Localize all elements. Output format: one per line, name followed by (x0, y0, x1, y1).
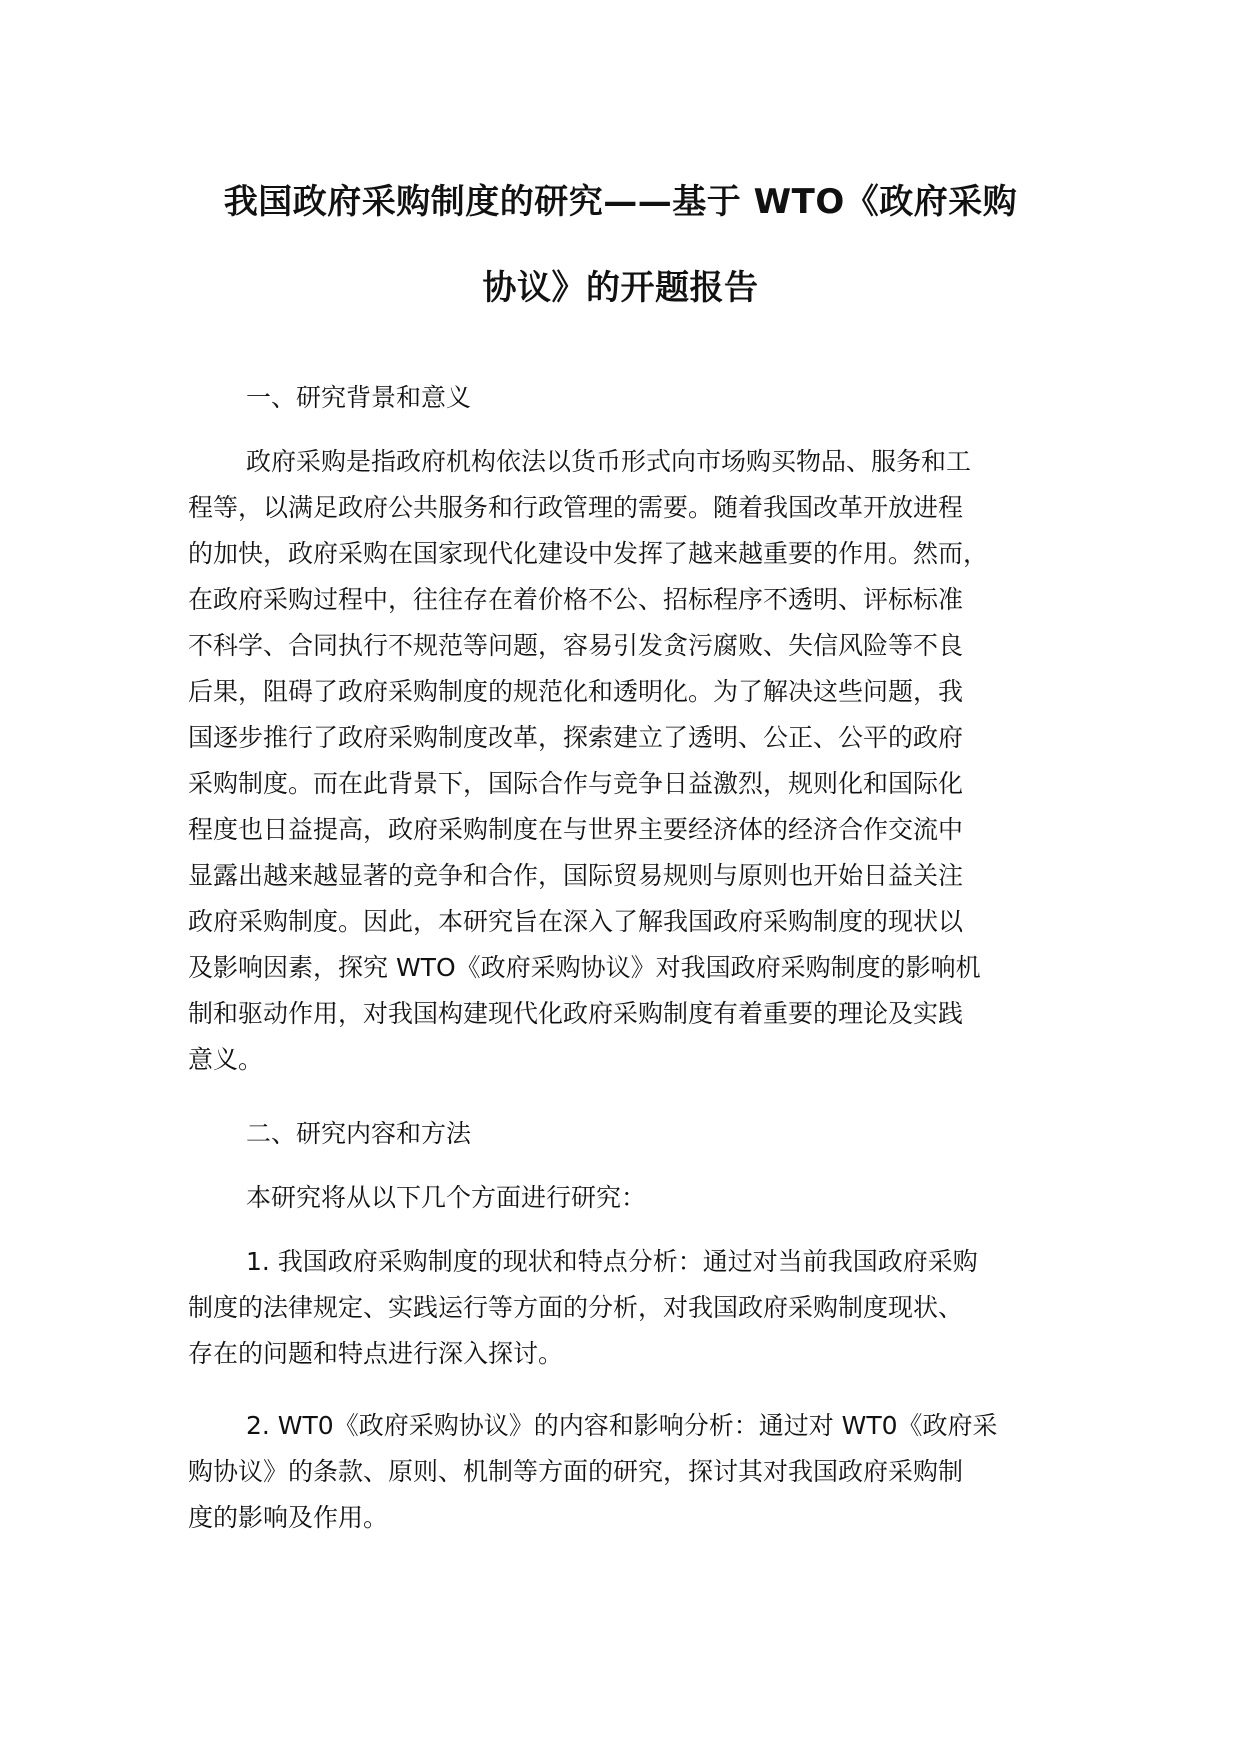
paragraph-line: 购协议》的条款、原则、机制等方面的研究，探讨其对我国政府采购制 (188, 1457, 964, 1486)
document-title-line-2: 协议》的开题报告 (482, 268, 759, 308)
paragraph-line: 本研究将从以下几个方面进行研究： (246, 1183, 647, 1212)
list-item-1 (188, 1239, 1068, 1377)
paragraph-line: 不科学、合同执行不规范等问题，容易引发贪污腐败、失信风险等不良 (188, 631, 964, 660)
paragraph-line: 后果，阻碍了政府采购制度的规范化和透明化。为了解决这些问题，我 (188, 677, 964, 706)
paragraph-line: 1. 我国政府采购制度的现状和特点分析：通过对当前我国政府采购 (246, 1247, 978, 1276)
paragraph-line: 制度的法律规定、实践运行等方面的分析，对我国政府采购制度现状、 (188, 1293, 964, 1322)
paragraph-line: 政府采购制度。因此，本研究旨在深入了解我国政府采购制度的现状以 (188, 907, 964, 936)
paragraph-line: 及影响因素，探究 WTO《政府采购协议》对我国政府采购制度的影响机 (188, 953, 981, 982)
paragraph-line: 存在的问题和特点进行深入探讨。 (188, 1339, 564, 1368)
methods-intro (188, 1175, 1068, 1221)
paragraph-line: 2. WT0《政府采购协议》的内容和影响分析：通过对 WT0《政府采 (246, 1411, 998, 1440)
section-heading-methods (188, 1111, 1068, 1157)
paragraph-line: 在政府采购过程中，往往存在着价格不公、招标程序不透明、评标标准 (188, 585, 964, 614)
paragraph-line: 政府采购是指政府机构依法以货币形式向市场购买物品、服务和工 (246, 447, 972, 476)
paragraph-line: 程度也日益提高，政府采购制度在与世界主要经济体的经济合作交流中 (188, 815, 964, 844)
paragraph-line: 制和驱动作用，对我国构建现代化政府采购制度有着重要的理论及实践 (188, 999, 964, 1028)
paragraph-line: 程等，以满足政府公共服务和行政管理的需要。随着我国改革开放进程 (188, 493, 964, 522)
list-item-2 (188, 1403, 1068, 1541)
paragraph-line: 显露出越来越显著的竞争和合作，国际贸易规则与原则也开始日益关注 (188, 861, 964, 890)
paragraph-line: 国逐步推行了政府采购制度改革，探索建立了透明、公正、公平的政府 (188, 723, 964, 752)
paragraph-line: 度的影响及作用。 (188, 1503, 389, 1532)
paragraph-line: 采购制度。而在此背景下，国际合作与竞争日益激烈，规则化和国际化 (188, 769, 964, 798)
paragraph-line: 意义。 (188, 1045, 264, 1074)
section-heading: 二、研究内容和方法 (246, 1119, 472, 1148)
document-title-line-1: 我国政府采购制度的研究——基于 WTO《政府采购 (223, 182, 1018, 222)
section-heading: 一、研究背景和意义 (246, 383, 472, 412)
section-heading-background (188, 375, 1068, 421)
paragraph-line: 的加快，政府采购在国家现代化建设中发挥了越来越重要的作用。然而， (188, 539, 989, 568)
paragraph-background (188, 439, 1068, 1083)
